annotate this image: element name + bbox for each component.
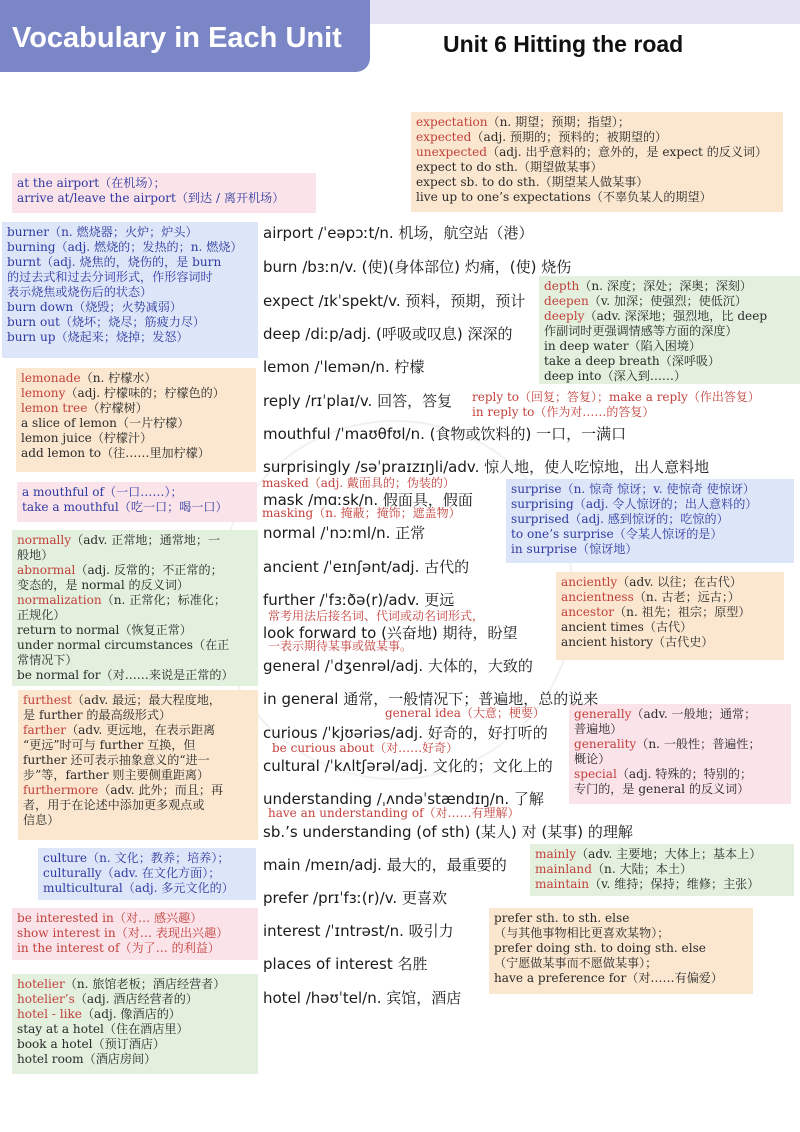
note-hotel: hotelier（n. 旅馆老板；酒店经营者） hotelier’s（adj. 酒店经营者的） hotel - like（adj. 像酒店的） stay at a hotel（住在酒店里） book a hotel（预订酒店） hotel room（酒店房间） [12, 974, 258, 1074]
entry-look-forward-to: look forward to (兴奋地) 期待，盼望 [263, 624, 518, 642]
entry-mouthful: mouthful /ˈmaʊθfʊl/n. (食物或饮料的) 一口，一满口 [263, 425, 627, 443]
entry-sbs-understanding: sb.’s understanding (of sth) (某人) 对 (某事) 的理解 [263, 823, 633, 841]
annotation-in-reply-to: in reply to（作为对……的答复） [472, 405, 655, 419]
note-surprise: surprise（n. 惊奇 惊讶；v. 使惊奇 使惊讶） surprising（adj. 令人惊讶的；出人意料的） surprised（adj. 感到惊讶的；吃惊的） to one’s surprise（令某人惊讶的是） in surprise（惊讶地） [506, 479, 794, 563]
note-culture: culture（n. 文化；教养；培养）； culturally（adv. 在文化方面）； multicultural（adj. 多元文化的） [38, 848, 256, 900]
note-deep: depth（n. 深度；深处；深奥；深刻） deepen（v. 加深；使强烈；使低沉） deeply（adv. 深深地；强烈地，比 deep 作副词时更强调情感等方面的深度） in deep water（陷入困境） take a deep breath（深呼吸） deep into（深入到……） [539, 276, 800, 384]
entry-lemon: lemon /ˈlemən/n. 柠檬 [263, 358, 425, 376]
entry-understanding: understanding /ˌʌndəˈstændɪŋ/n. 了解 [263, 790, 544, 808]
entry-hotel: hotel /həʊˈtel/n. 宾馆，酒店 [263, 989, 462, 1007]
note-burn: burner（n. 燃烧器；火炉；炉头） burning（adj. 燃烧的；发热的；n. 燃烧） burnt（adj. 烧焦的，烧伤的，是 burn 的过去式和过去分词形式，作形容词时 表示烧焦或烧伤后的状态） burn down（烧毁；火势减弱） burn out（烧坏；烧尽；筋疲力尽） burn up（烧起来；烧掉；发怒） [2, 222, 258, 358]
annotation-masked: masked（adj. 戴面具的；伪装的） [262, 476, 455, 490]
unit-title: Unit 6 Hitting the road [443, 31, 684, 57]
annotation-reply-to: reply to（回复；答复）；make a reply（作出答复） [472, 390, 760, 404]
annotation-masking: masking（n. 掩蔽；掩饰；遮盖物） [262, 506, 461, 520]
note-lemon: lemonade（n. 柠檬水） lemony（adj. 柠檬味的；柠檬色的） lemon tree（柠檬树） a slice of lemon（一片柠檬） lemon juice（柠檬汁） add lemon to（往……里加柠檬） [16, 368, 256, 472]
note-normal: normally（adv. 正常地；通常地；一 般地） abnormal（adj. 反常的；不正常的； 变态的，是 normal 的反义词） normalization（n. 正常化；标准化； 正规化） return to normal（恢复正常） under normal circumstances（在正 常情况下） be normal for（对……来说是正常的） [12, 530, 258, 686]
note-further: furthest（adv. 最远；最大程度地， 是 further 的最高级形式） farther（adv. 更远地，在表示距离 “更远”时可与 further 互换，但 further 还可表示抽象意义的“进一 步”等，farther 则主要侧重距离） furthermore（adv. 此外；而且；再 者，用于在论述中添加更多观点或 信息） [18, 690, 258, 840]
entry-normal: normal /ˈnɔːml/n. 正常 [263, 524, 426, 542]
entry-reply: reply /rɪˈplaɪ/v. 回答，答复 [263, 392, 453, 410]
entry-mask: mask /mɑːsk/n. 假面具，假面 [263, 491, 473, 509]
note-ancient: anciently（adv. 以往；在古代） ancientness（n. 古老；远古；） ancestor（n. 祖先；祖宗；原型） ancient times（古代） ancient history（古代史） [556, 572, 784, 660]
annotation-have-understanding: have an understanding of（对……有理解） [268, 806, 520, 820]
entry-surprisingly: surprisingly /səˈpraɪzɪŋli/adv. 惊人地，使人吃惊地，出人意料地 [263, 458, 710, 476]
annotation-curious-about: be curious about（对……好奇） [272, 741, 459, 755]
entry-in-general: in general 通常，一般情况下；普遍地，总的说来 [263, 690, 599, 708]
entry-further: further /ˈfɜːðə(r)/adv. 更远 [263, 591, 455, 609]
page-title: Vocabulary in Each Unit [0, 0, 370, 72]
entry-airport: airport /ˈeəpɔːt/n. 机场，航空站（港） [263, 224, 534, 242]
entry-places-of-interest: places of interest 名胜 [263, 955, 428, 973]
top-accent-strip [360, 0, 800, 24]
annotation-look-forward-2: 一表示期待某事或做某事。 [268, 639, 413, 653]
annotation-general-idea: general idea（大意；梗要） [385, 706, 545, 720]
note-prefer: prefer sth. to sth. else （与其他事物相比更喜欢某物）； prefer doing sth. to doing sth. else （宁愿做某事而不愿做某事）； have a preference for（对……有偏爱） [489, 908, 753, 994]
note-airport: at the airport（在机场）； arrive at/leave the airport（到达 / 离开机场） [12, 173, 316, 213]
note-main: mainly（adv. 主要地；大体上；基本上） mainland（n. 大陆；本土） maintain（v. 维持；保持；维修；主张） [530, 844, 794, 896]
entry-prefer: prefer /prɪˈfɜː(r)/v. 更喜欢 [263, 889, 447, 907]
top-bar [0, 0, 800, 82]
entry-expect: expect /ɪkˈspekt/v. 预料，预期，预计 [263, 292, 526, 310]
annotation-look-forward-1: 常考用法后接名词、代词或动名词形式， [268, 609, 485, 623]
note-mouthful: a mouthful of（一口……）； take a mouthful（吃一口；喝一口） [17, 482, 257, 522]
note-general: generally（adv. 一般地；通常； 普遍地） generality（n. 一般性；普遍性； 概论） special（adj. 特殊的；特别的； 专门的，是 general 的反义词） [569, 704, 791, 804]
entry-burn: burn /bɜːn/v. (使)(身体部位) 灼痛，(使) 烧伤 [263, 258, 572, 276]
note-expect: expectation（n. 期望；预期；指望）； expected（adj. 预期的；预料的；被期望的） unexpected（adj. 出乎意料的；意外的，是 expect 的反义词） expect to do sth.（期望做某事） expect sb. to do sth.（期望某人做某事） live up to one’s expectations（不辜负某人的期望） [411, 112, 783, 212]
note-interest: be interested in（对… 感兴趣） show interest in（对… 表现出兴趣） in the interest of（为了… 的利益） [12, 908, 258, 960]
entry-cultural: cultural /ˈkʌltʃərəl/adj. 文化的；文化上的 [263, 757, 553, 775]
entry-ancient: ancient /ˈeɪnʃənt/adj. 古代的 [263, 558, 470, 576]
entry-general: general /ˈdʒenrəl/adj. 大体的，大致的 [263, 657, 533, 675]
entry-interest: interest /ˈɪntrəst/n. 吸引力 [263, 922, 454, 940]
entry-deep: deep /diːp/adj. (呼吸或叹息) 深深的 [263, 325, 513, 343]
entry-main: main /meɪn/adj. 最大的，最重要的 [263, 856, 507, 874]
entry-curious: curious /ˈkjʊəriəs/adj. 好奇的，好打听的 [263, 724, 548, 742]
